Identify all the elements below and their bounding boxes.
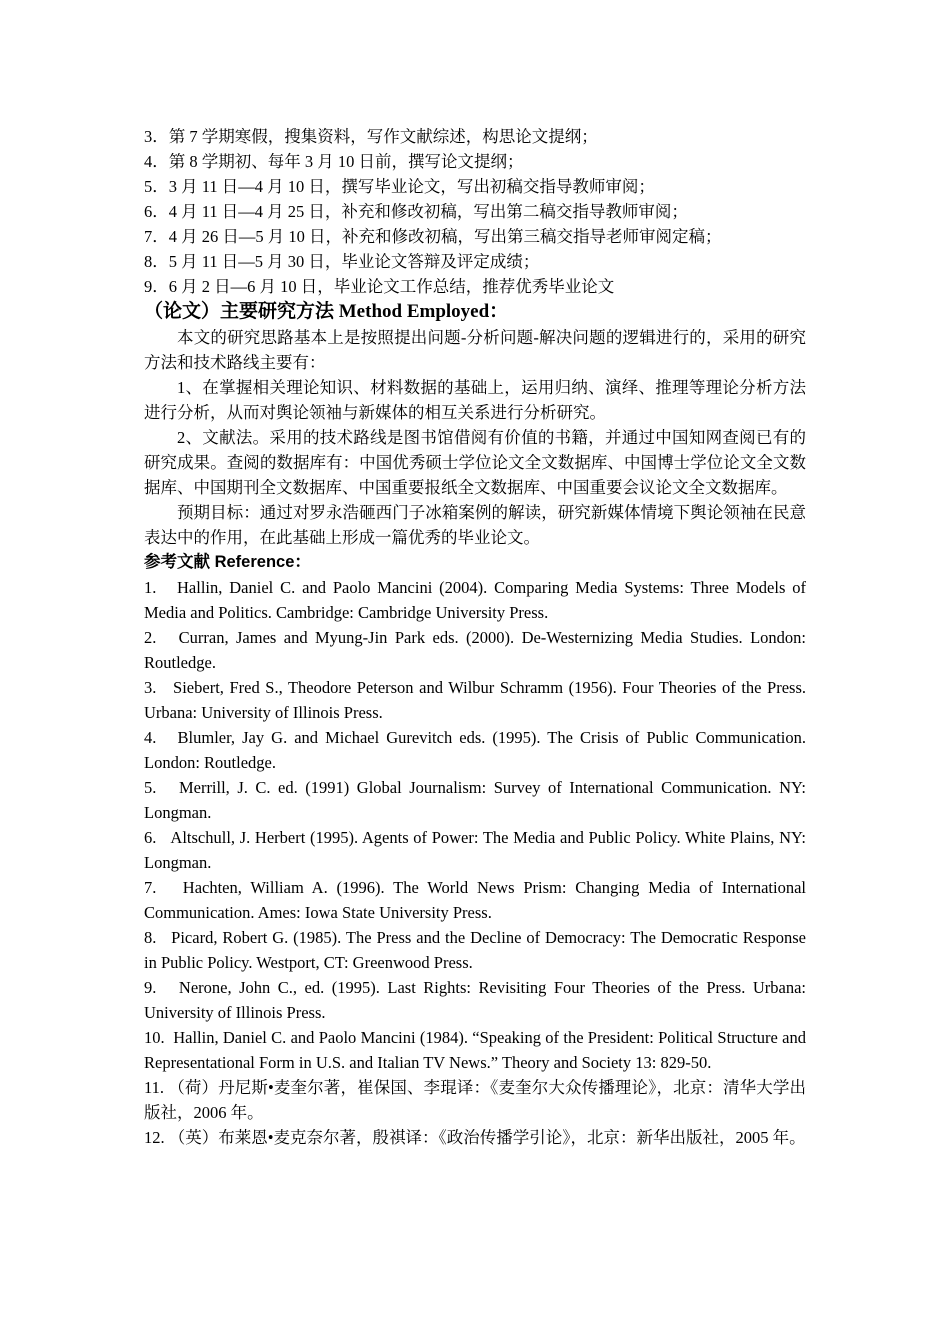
reference-item: 11. （荷）丹尼斯•麦奎尔著，崔保国、李琨译：《麦奎尔大众传播理论》，北京：清华大学出版社，2006 年。 xyxy=(144,1078,806,1122)
reference-item: 3. Siebert, Fred S., Theodore Peterson and Wilbur Schramm (1956). Four Theories of the Press. Urbana: University of Illinois Press. xyxy=(144,678,806,722)
methods-paragraph: 2、文献法。采用的技术路线是图书馆借阅有价值的书籍，并通过中国知网查阅已有的研究成果。查阅的数据库有：中国优秀硕士学位论文全文数据库、中国博士学位论文全文数据库、中国期刊全文数据库、中国重要报纸全文数据库、中国重要会议论文全文数据库。 xyxy=(144,428,806,497)
methods-heading: （论文）主要研究方法 Method Employed： xyxy=(144,301,509,322)
document-page xyxy=(144,124,806,1150)
schedule-item: 6．4 月 11 日—4 月 25 日，补充和修改初稿，写出第二稿交指导教师审阅； xyxy=(144,202,688,221)
reference-item: 2. Curran, James and Myung-Jin Park eds. (2000). De-Westernizing Media Studies. London: Routledge. xyxy=(144,628,806,672)
reference-item: 5. Merrill, J. C. ed. (1991) Global Journalism: Survey of International Communication. NY: Longman. xyxy=(144,778,806,822)
schedule-item: 3．第 7 学期寒假，搜集资料，写作文献综述，构思论文提纲； xyxy=(144,127,598,146)
reference-item: 6. Altschull, J. Herbert (1995). Agents of Power: The Media and Public Policy. White Plains, NY: Longman. xyxy=(144,828,806,872)
reference-item: 12. （英）布莱恩•麦克奈尔著，殷祺译：《政治传播学引论》，北京：新华出版社，2005 年。 xyxy=(144,1128,806,1147)
methods-paragraph: 1、在掌握相关理论知识、材料数据的基础上，运用归纳、演绎、推理等理论分析方法进行分析，从而对舆论领袖与新媒体的相互关系进行分析研究。 xyxy=(144,378,806,422)
schedule-item: 8．5 月 11 日—5 月 30 日，毕业论文答辩及评定成绩； xyxy=(144,252,540,271)
schedule-item: 5．3 月 11 日—4 月 10 日，撰写毕业论文，写出初稿交指导教师审阅； xyxy=(144,177,655,196)
schedule-item: 7．4 月 26 日—5 月 10 日，补充和修改初稿，写出第三稿交指导老师审阅定稿； xyxy=(144,227,722,246)
reference-list xyxy=(144,575,806,1150)
reference-item: 7. Hachten, William A. (1996). The World News Prism: Changing Media of International Communication. Ames: Iowa State University Press. xyxy=(144,878,806,922)
reference-item: 9. Nerone, John C., ed. (1995). Last Rights: Revisiting Four Theories of the Press. Urbana: University of Illinois Press. xyxy=(144,978,806,1022)
methods-body xyxy=(144,325,806,550)
reference-item: 10. Hallin, Daniel C. and Paolo Mancini (1984). “Speaking of the President: Political Structure and Representational Form in U.S. and Italian TV News.” Theory and Society 13: 829-50. xyxy=(144,1028,806,1072)
references-heading: 参考文献 Reference： xyxy=(144,553,311,571)
schedule-item: 9．6 月 2 日—6 月 10 日，毕业论文工作总结，推荐优秀毕业论文 xyxy=(144,277,615,296)
reference-item: 8. Picard, Robert G. (1985). The Press and the Decline of Democracy: The Democratic Response in Public Policy. Westport, CT: Greenwood Press. xyxy=(144,928,806,972)
schedule-list xyxy=(144,124,806,299)
reference-item: 4. Blumler, Jay G. and Michael Gurevitch eds. (1995). The Crisis of Public Communication. London: Routledge. xyxy=(144,728,806,772)
expected-goal-paragraph: 预期目标：通过对罗永浩砸西门子冰箱案例的解读，研究新媒体情境下舆论领袖在民意表达中的作用，在此基础上形成一篇优秀的毕业论文。 xyxy=(144,503,806,547)
schedule-item: 4．第 8 学期初、每年 3 月 10 日前，撰写论文提纲； xyxy=(144,152,524,171)
methods-paragraph: 本文的研究思路基本上是按照提出问题-分析问题-解决问题的逻辑进行的，采用的研究方法和技术路线主要有： xyxy=(144,328,806,372)
reference-item: 1. Hallin, Daniel C. and Paolo Mancini (2004). Comparing Media Systems: Three Models of Media and Politics. Cambridge: Cambridge University Press. xyxy=(144,578,806,622)
